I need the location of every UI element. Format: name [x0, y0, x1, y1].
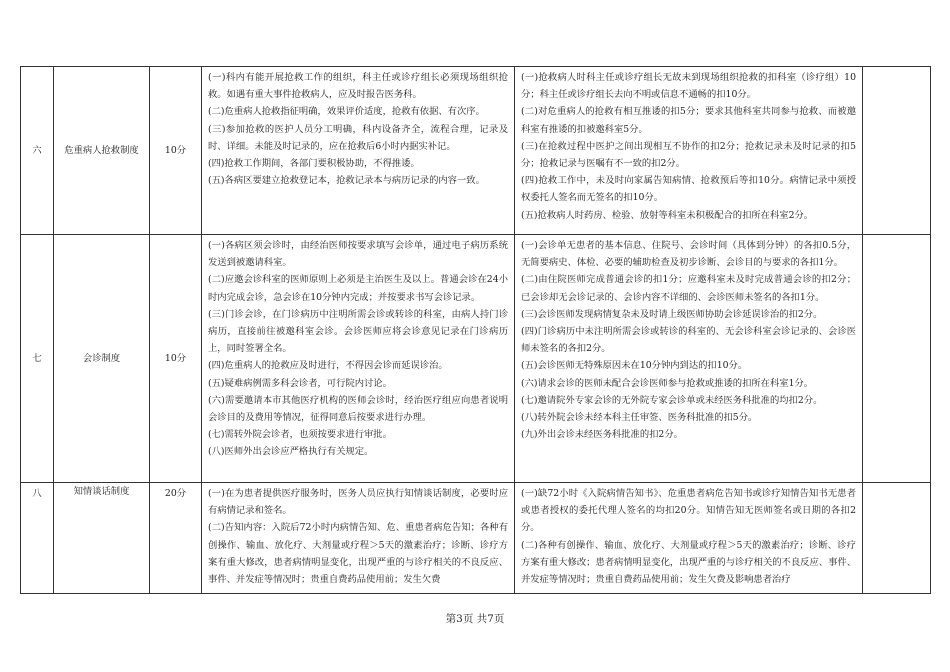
regulation-content — [202, 67, 515, 235]
regulation-table — [20, 66, 931, 594]
regulation-score: 10分 — [150, 235, 202, 483]
deduction-rules — [515, 483, 863, 594]
deduction-rules — [515, 67, 863, 235]
remarks-cell — [863, 235, 931, 483]
remarks-cell — [863, 67, 931, 235]
remarks-cell — [863, 483, 931, 594]
deduction-rules — [515, 235, 863, 483]
deduction-item: (七)邀请院外专家会诊的无外院专家会诊单或未经医务科批准的均扣2分。 — [521, 394, 823, 406]
deduction-item: (一)缺72小时《入院病情告知书》、危重患者病危告知书或诊疗知情告知书无患者或患者授权的委托代理人签名的均扣20分。知情告知无医师签名或日期的各扣2分。 — [521, 488, 856, 534]
content-item: (四)危重病人的抢救应及时进行，不得因会诊而延误诊治。 — [208, 360, 448, 372]
deduction-item: (四)抢救工作中，未及时向家属告知病情、抢救预后等扣10分。病情记录中须授权委托人签名而无签名的扣10分。 — [521, 175, 856, 204]
content-item: (三)参加抢救的医护人员分工明确，科内设备齐全，流程合理，记录及时、详细。未能及时记录的，应在抢救后6小时内据实补记。 — [208, 123, 508, 152]
deduction-item: (二)对危重病人的抢救有相互推诿的扣5分；要求其他科室共同参与抢救、而被邀科室有推诿的扣被邀科室5分。 — [521, 106, 856, 135]
deduction-item: (一)抢救病人时科主任或诊疗组长无故未到现场组织抢救的扣科室（诊疗组）10分；科主任或诊疗组长去向不明或信息不通畅的扣10分。 — [521, 72, 856, 101]
deduction-item: (八)转外院会诊未经本科主任审签、医务科批准的扣5分。 — [521, 412, 758, 424]
table-row — [21, 67, 931, 235]
regulation-score: 20分 — [150, 483, 202, 594]
content-item: (七)需转外院会诊者，也须按要求进行审批。 — [208, 429, 392, 441]
content-item: (一)各病区须会诊时，由经治医师按要求填写会诊单，通过电子病历系统发送到被邀请科室。 — [208, 240, 508, 269]
regulation-name: 知情谈话制度 — [54, 483, 150, 594]
content-item: (五)疑难病例需多科会诊者，可行院内讨论。 — [208, 377, 392, 389]
row-index: 八 — [21, 483, 54, 594]
regulation-name: 会诊制度 — [54, 235, 150, 483]
content-item: (三)门诊会诊，在门诊病历中注明所需会诊或转诊的科室，由病人持门诊病历，直接前往被邀科室会诊。会诊医师应将会诊意见记录在门诊病历上，同时签署全名。 — [208, 308, 508, 355]
content-item: (六)需要邀请本市其他医疗机构的医师会诊时，经治医疗组应向患者说明会诊目的及费用等情况，征得同意后按要求进行办理。 — [208, 394, 508, 424]
content-item: (一)科内有能开展抢救工作的组织，科主任或诊疗组长必须现场组织抢救。如遇有重大事件抢救病人，应及时报告医务科。 — [208, 72, 508, 101]
deduction-item: (三)在抢救过程中医护之间出现相互不协作的扣2分；抢救记录未及时记录的扣5分；抢救记录与医嘱有不一致的扣2分。 — [521, 140, 856, 170]
regulation-score: 10分 — [150, 67, 202, 235]
deduction-item: (六)请求会诊的医师未配合会诊医师参与抢救或推诿的扣所在科室1分。 — [521, 377, 814, 389]
row-index: 六 — [21, 67, 54, 235]
table-row — [21, 483, 931, 594]
deduction-item: (二)各种有创操作、输血、放化疗、大剂量或疗程＞5天的激素治疗；诊断、诊疗方案有重大修改；患者病情明显变化，出现严重的与诊疗相关的不良反应、事件、并发症等情况时；贵重自费药品使用前；发生欠费及影响患者治疗 — [521, 539, 856, 586]
table-row — [21, 235, 931, 483]
page-footer: 第3页 共7页 — [445, 613, 505, 625]
deduction-item: (九)外出会诊未经医务科批准的扣2分。 — [521, 429, 683, 441]
deduction-item: (二)由住院医师完成普通会诊的扣1分；应邀科室未及时完成普通会诊的扣2分；已会诊却无会诊记录的、会诊内容不详细的、会诊医师未签名的各扣1分。 — [521, 274, 856, 303]
content-item: (八)医师外出会诊应严格执行有关规定。 — [208, 446, 374, 458]
regulation-name: 危重病人抢救制度 — [54, 67, 150, 235]
content-item: (五)各病区要建立抢救登记本，抢救记录本与病历记录的内容一致。 — [208, 175, 485, 187]
deduction-item: (三)会诊医师发现病情复杂未及时请上级医师协助会诊延误诊治的扣2分。 — [521, 308, 823, 320]
content-item: (二)危重病人抢救指征明确，效果评价适度，抢救有依据、有次序。 — [208, 106, 485, 118]
content-item: (二)应邀会诊科室的医师原则上必须是主治医生及以上。普通会诊在24小时内完成会诊，急会诊在10分钟内完成；并按要求书写会诊记录。 — [208, 274, 508, 303]
row-index: 七 — [21, 235, 54, 483]
deduction-item: (四)门诊病历中未注明所需会诊或转诊的科室的、无会诊科室会诊记录的、会诊医师未签名的各扣2分。 — [521, 326, 856, 355]
content-item: (二)告知内容：入院后72小时内病情告知、危、重患者病危告知；各种有创操作、输血、放化疗、大剂量或疗程＞5天的激素治疗；诊断、诊疗方案有重大修改，患者病情明显变化，出现严重的与诊疗相关的不良反应、事件、并发症等情况时；贵重自费药品使用前；发生欠费 — [208, 522, 508, 586]
deduction-item: (一)会诊单无患者的基本信息、住院号、会诊时间（具体到分钟）的各扣0.5分，无简要病史、体检、必要的辅助检查及初步诊断、会诊目的与要求的各扣1分。 — [521, 240, 856, 269]
content-item: (四)抢救工作期间，各部门要积极协助，不得推诿。 — [208, 158, 420, 170]
regulation-content — [202, 483, 515, 594]
deduction-item: (五)会诊医师无特殊原因未在10分钟内到达的扣10分。 — [521, 360, 748, 372]
deduction-item: (五)抢救病人时药房、检验、放射等科室未积极配合的扣所在科室2分。 — [521, 209, 814, 221]
regulation-content — [202, 235, 515, 483]
content-item: (一)在为患者提供医疗服务时，医务人员应执行知情谈话制度，必要时应有病情记录和签名。 — [208, 488, 508, 517]
